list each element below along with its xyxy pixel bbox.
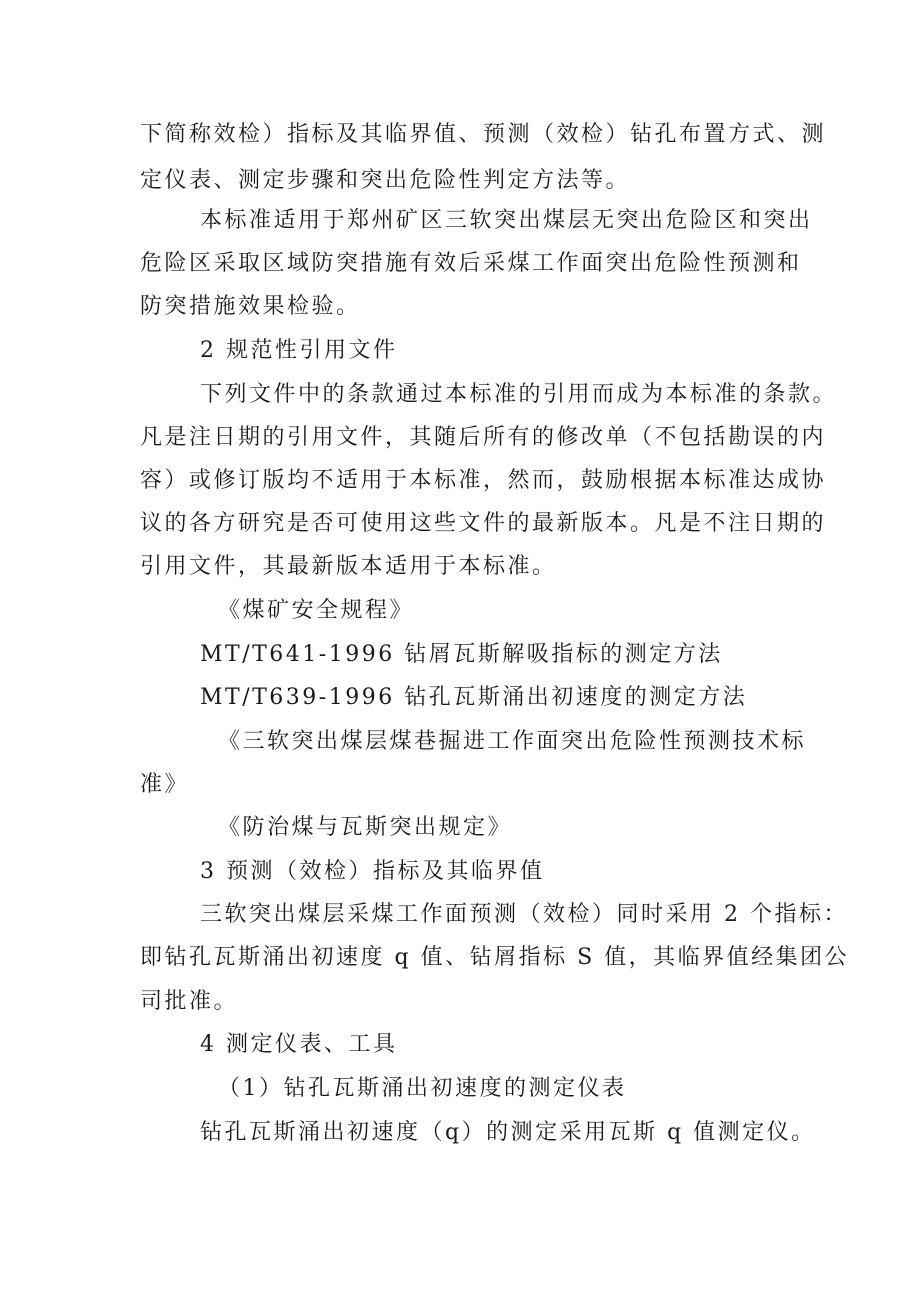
body-text-line: 定仪表、测定步骤和突出危险性判定方法等。: [140, 168, 631, 193]
body-text-line: 防突措施效果检验。: [140, 294, 361, 319]
reference-item: MT/T639-1996 钻孔瓦斯涌出初速度的测定方法: [200, 685, 748, 710]
body-text-line: 凡是注日期的引用文件，其随后所有的修改单（不包括勘误的内: [140, 425, 827, 450]
body-text-line: 议的各方研究是否可使用这些文件的最新版本。凡是不注日期的: [140, 511, 827, 536]
section-heading-2: 2 规范性引用文件: [200, 338, 398, 363]
reference-item: MT/T641-1996 钻屑瓦斯解吸指标的测定方法: [200, 642, 723, 667]
reference-item: 《煤矿安全规程》: [218, 598, 415, 623]
subsection-heading: （1）钻孔瓦斯涌出初速度的测定仪表: [218, 1076, 627, 1101]
paragraph-start-line: 钻孔瓦斯涌出初速度（q）的测定采用瓦斯 q 值测定仪。: [200, 1120, 816, 1145]
reference-item: 《防治煤与瓦斯突出规定》: [218, 815, 513, 840]
section-heading-4: 4 测定仪表、工具: [200, 1032, 398, 1057]
body-text-line: 引用文件，其最新版本适用于本标准。: [140, 554, 557, 579]
reference-item-continuation: 准》: [140, 772, 190, 797]
paragraph-start-line: 三软突出煤层采煤工作面预测（效检）同时采用 2 个指标：: [200, 902, 848, 927]
section-heading-3: 3 预测（效检）指标及其临界值: [200, 859, 545, 884]
paragraph-start-line: 下列文件中的条款通过本标准的引用而成为本标准的条款。: [200, 382, 838, 407]
body-text-line: 即钻孔瓦斯涌出初速度 q 值、钻屑指标 S 值，其临界值经集团公: [140, 945, 850, 970]
reference-item: 《三软突出煤层煤巷掘进工作面突出危险性预测技术标: [218, 729, 807, 754]
body-text-line: 容）或修订版均不适用于本标准，然而，鼓励根据本标准达成协: [140, 468, 827, 493]
body-text-line: 司批准。: [140, 989, 239, 1014]
body-text-line: 下简称效检）指标及其临界值、预测（效检）钻孔布置方式、测: [140, 122, 827, 147]
paragraph-start-line: 本标准适用于郑州矿区三软突出煤层无突出危险区和突出: [200, 208, 813, 233]
body-text-line: 危险区采取区域防突措施有效后采煤工作面突出危险性预测和: [140, 251, 802, 276]
